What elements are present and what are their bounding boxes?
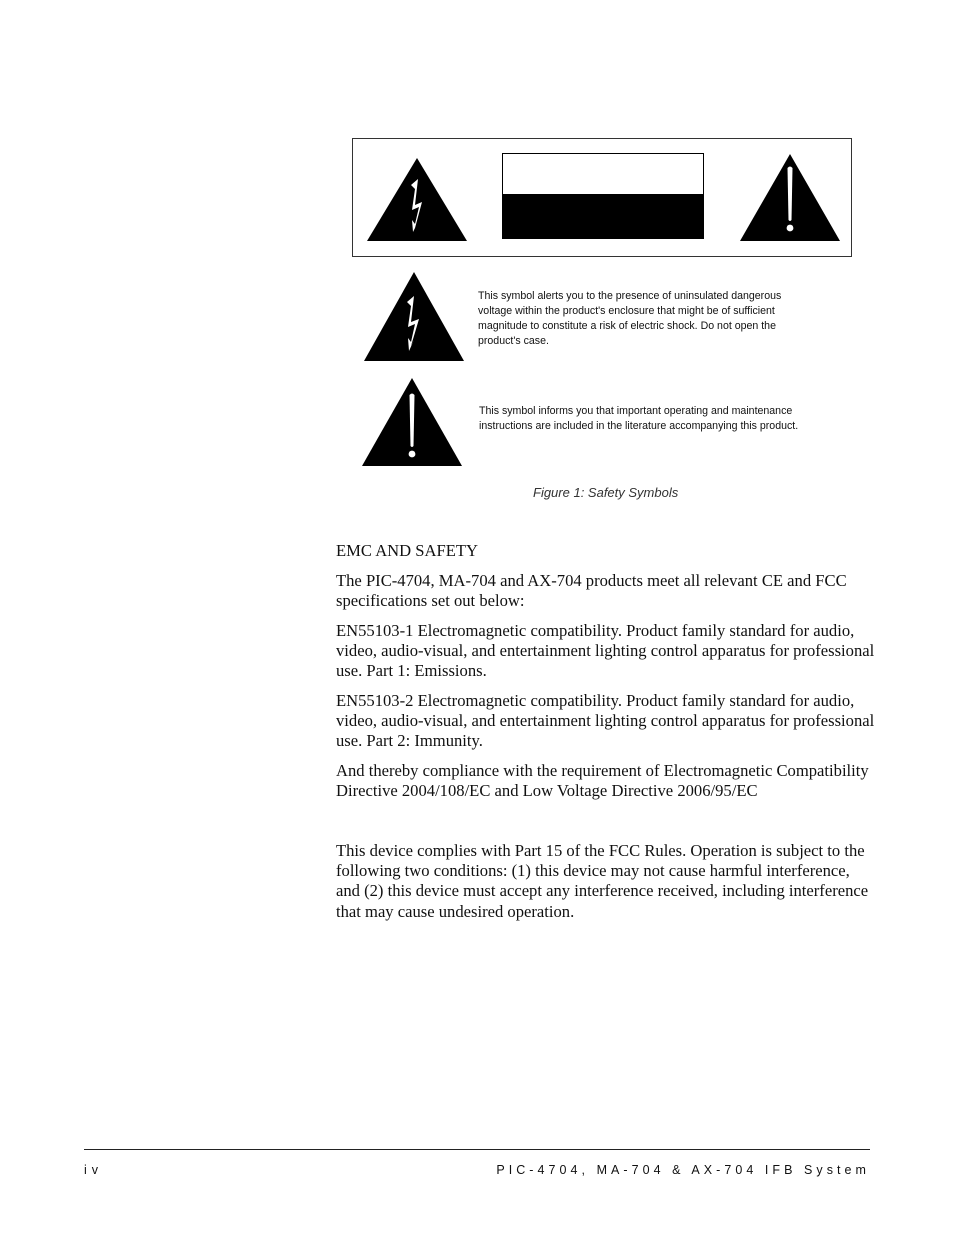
- lightning-warning-icon: [366, 158, 468, 242]
- caution-panel: [502, 153, 704, 239]
- exclamation-warning-icon: [739, 154, 841, 242]
- lightning-symbol-icon: [363, 272, 465, 362]
- footer-title: PIC-4704, MA-704 & AX-704 IFB System: [496, 1163, 870, 1177]
- exclamation-symbol-description: This symbol informs you that important operating and maintenance instructions are included in the literature accompanying this product.: [479, 405, 799, 432]
- immunity-standard-paragraph: EN55103-2 Electromagnetic compatibility. Product family standard for audio, video, audio-visual, and entertainment lighting control apparatus for professional use. Part 2: Immunity.: [336, 691, 875, 751]
- exclamation-symbol-icon: [361, 378, 463, 467]
- fcc-paragraph: This device complies with Part 15 of the FCC Rules. Operation is subject to the following two conditions: (1) this device may not cause harmful interference, and (2) this device must accept any interference received, including interference that may cause undesired operation.: [336, 841, 869, 921]
- figure-caption: Figure 1: Safety Symbols: [533, 485, 679, 500]
- caution-panel-band: [503, 194, 703, 238]
- footer-rule: [84, 1149, 870, 1150]
- directive-paragraph: And thereby compliance with the requirement of Electromagnetic Compatibility Directive 2004/108/EC and Low Voltage Directive 2006/95/EC: [336, 761, 869, 801]
- compliance-intro-paragraph: The PIC-4704, MA-704 and AX-704 products meet all relevant CE and FCC specifications set out below:: [336, 571, 847, 611]
- emissions-standard-paragraph: EN55103-1 Electromagnetic compatibility. Product family standard for audio, video, audio-visual, and entertainment lighting control apparatus for professional use. Part 1: Emissions.: [336, 621, 875, 681]
- lightning-symbol-description: This symbol alerts you to the presence of uninsulated dangerous voltage within the product's enclosure that might be of sufficient magnitude to constitute a risk of electric shock. Do not open the product's case.: [478, 290, 782, 347]
- page-number: iv: [84, 1163, 104, 1177]
- section-heading: EMC AND SAFETY: [336, 541, 478, 560]
